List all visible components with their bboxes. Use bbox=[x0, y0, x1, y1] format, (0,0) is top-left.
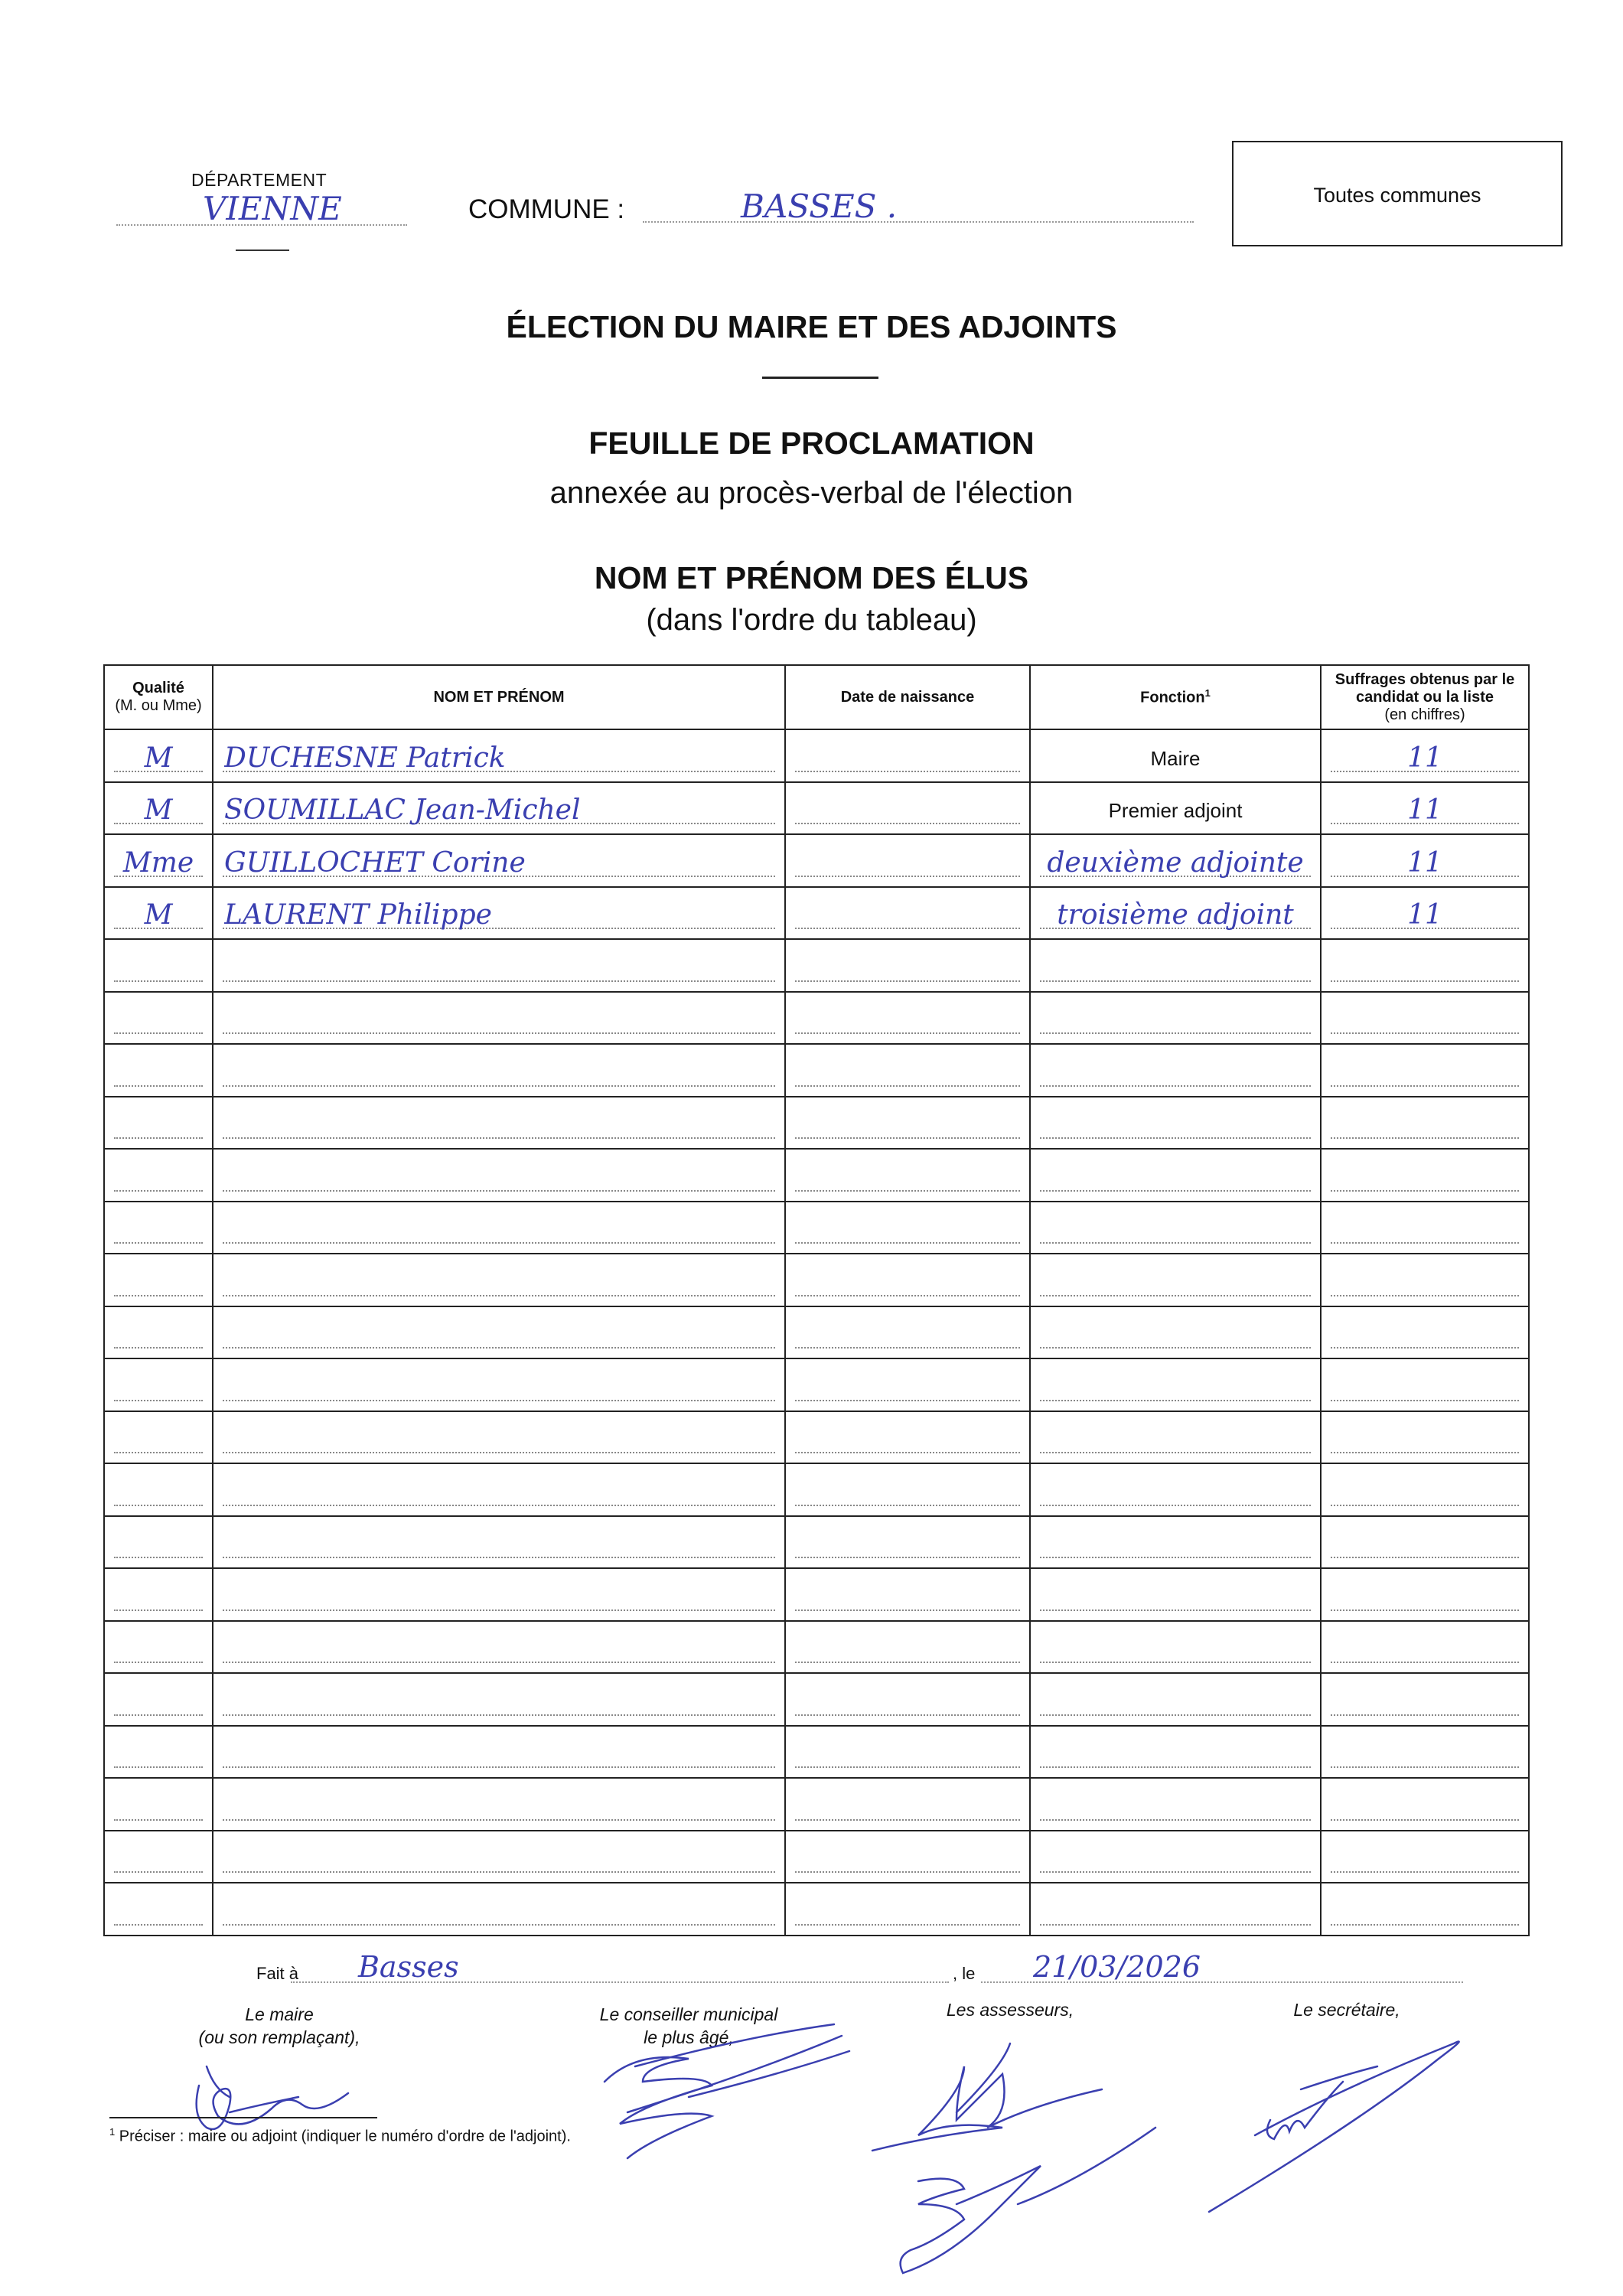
fonction-value: troisième adjoint bbox=[1057, 899, 1294, 931]
footnote-text: Préciser : maire ou adjoint (indiquer le numéro d'ordre de l'adjoint). bbox=[119, 2128, 571, 2145]
footnote-ref: 1 bbox=[1204, 687, 1211, 699]
toutes-communes-label: Toutes communes bbox=[1313, 184, 1481, 207]
fait-a-label: Fait à bbox=[256, 1964, 299, 1983]
header-suffrages-sub: (en chiffres) bbox=[1384, 706, 1465, 723]
nom-value: DUCHESNE Patrick bbox=[224, 742, 506, 774]
header-qualite-label: Qualité bbox=[132, 680, 184, 696]
date-label: , le bbox=[953, 1964, 976, 1983]
date-value[interactable]: 21/03/2026 bbox=[1033, 1950, 1201, 1984]
header-suffrages-label: Suffrages obtenus par le candidat ou la liste bbox=[1335, 670, 1515, 706]
suffrages-value: 11 bbox=[1407, 794, 1442, 826]
qualite-value: M bbox=[144, 899, 173, 931]
signature-assesseurs-1 bbox=[872, 2043, 1102, 2151]
sub-caption: annexée au procès-verbal de l'élection bbox=[549, 476, 1074, 510]
nom-value: GUILLOCHET Corine bbox=[224, 846, 526, 879]
signature-conseiller-label: Le conseiller municipal le plus âgé, bbox=[599, 2004, 778, 2047]
header-naissance-label: Date de naissance bbox=[840, 688, 975, 706]
page-title: ÉLECTION DU MAIRE ET DES ADJOINTS bbox=[506, 309, 1117, 344]
qualite-value: M bbox=[144, 794, 173, 826]
footnote-mark: 1 bbox=[109, 2126, 116, 2138]
departement-value[interactable]: VIENNE bbox=[203, 190, 342, 227]
nom-value: LAURENT Philippe bbox=[224, 899, 492, 931]
fait-a-value[interactable]: Basses bbox=[358, 1950, 459, 1984]
suffrages-value: 11 bbox=[1407, 846, 1442, 879]
signature-maire bbox=[197, 2066, 348, 2129]
footnote-rule bbox=[109, 2117, 377, 2118]
qualite-value: Mme bbox=[122, 846, 194, 879]
header-qualite-sub: (M. ou Mme) bbox=[115, 697, 202, 714]
suffrages-value: 11 bbox=[1407, 899, 1442, 931]
signature-conseiller bbox=[605, 2024, 849, 2158]
sub-title: FEUILLE DE PROCLAMATION bbox=[588, 426, 1035, 461]
signature-maire-label: Le maire (ou son remplaçant), bbox=[198, 2004, 360, 2047]
signature-secretaire bbox=[1209, 2042, 1459, 2213]
elus-title: NOM ET PRÉNOM DES ÉLUS bbox=[594, 560, 1029, 595]
nom-value: SOUMILLAC Jean-Michel bbox=[224, 794, 581, 826]
suffrages-value: 11 bbox=[1407, 742, 1442, 774]
fonction-value: deuxième adjointe bbox=[1047, 846, 1304, 879]
signature-assesseurs-label: Les assesseurs, bbox=[946, 2000, 1074, 2020]
departement-label: DÉPARTEMENT bbox=[191, 170, 328, 190]
signature-assesseurs-2 bbox=[901, 2128, 1155, 2273]
fonction-value: Maire bbox=[1150, 746, 1201, 770]
header-nom-label: NOM ET PRÉNOM bbox=[433, 688, 565, 706]
footnote bbox=[109, 2126, 571, 2146]
qualite-value: M bbox=[144, 742, 173, 774]
elus-caption: (dans l'ordre du tableau) bbox=[646, 603, 977, 637]
signature-secretaire-label: Le secrétaire, bbox=[1293, 2000, 1400, 2020]
commune-value[interactable]: BASSES . bbox=[741, 188, 898, 225]
header-fonction-label: Fonction bbox=[1140, 689, 1205, 706]
commune-label: COMMUNE : bbox=[468, 194, 625, 224]
fonction-value: Premier adjoint bbox=[1108, 799, 1243, 822]
